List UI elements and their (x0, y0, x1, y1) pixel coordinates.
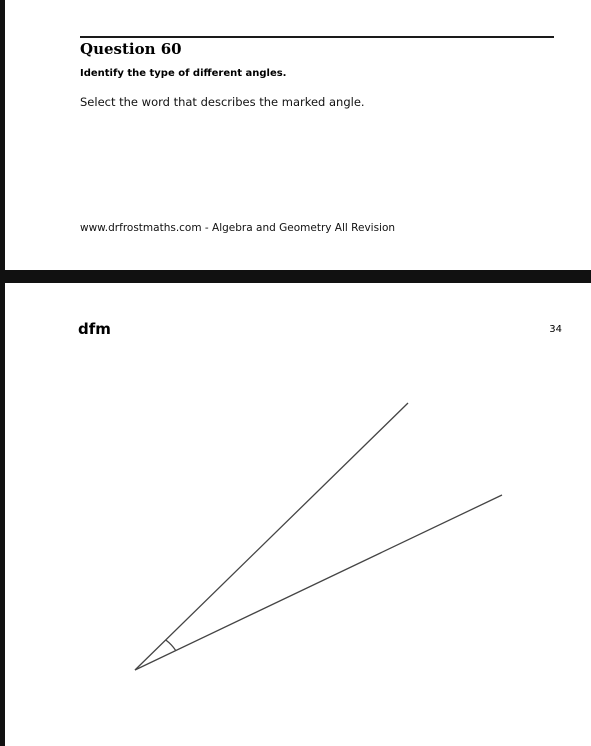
header-rule (80, 36, 554, 38)
question-subtitle: Identify the type of different angles. (80, 68, 287, 79)
page-number: 34 (549, 324, 562, 335)
lower-ray (135, 495, 502, 670)
upper-ray (135, 403, 408, 670)
figure-page (5, 283, 591, 746)
question-page (5, 0, 591, 270)
angle-diagram (5, 283, 591, 746)
question-source: www.drfrostmaths.com - Algebra and Geometry All Revision (80, 222, 396, 234)
question-title: Question 60 (80, 40, 182, 58)
angle-arc-marker (166, 640, 176, 651)
question-instruction: Select the word that describes the marked angle. (80, 95, 365, 109)
dfm-logo: dfm (78, 320, 111, 338)
